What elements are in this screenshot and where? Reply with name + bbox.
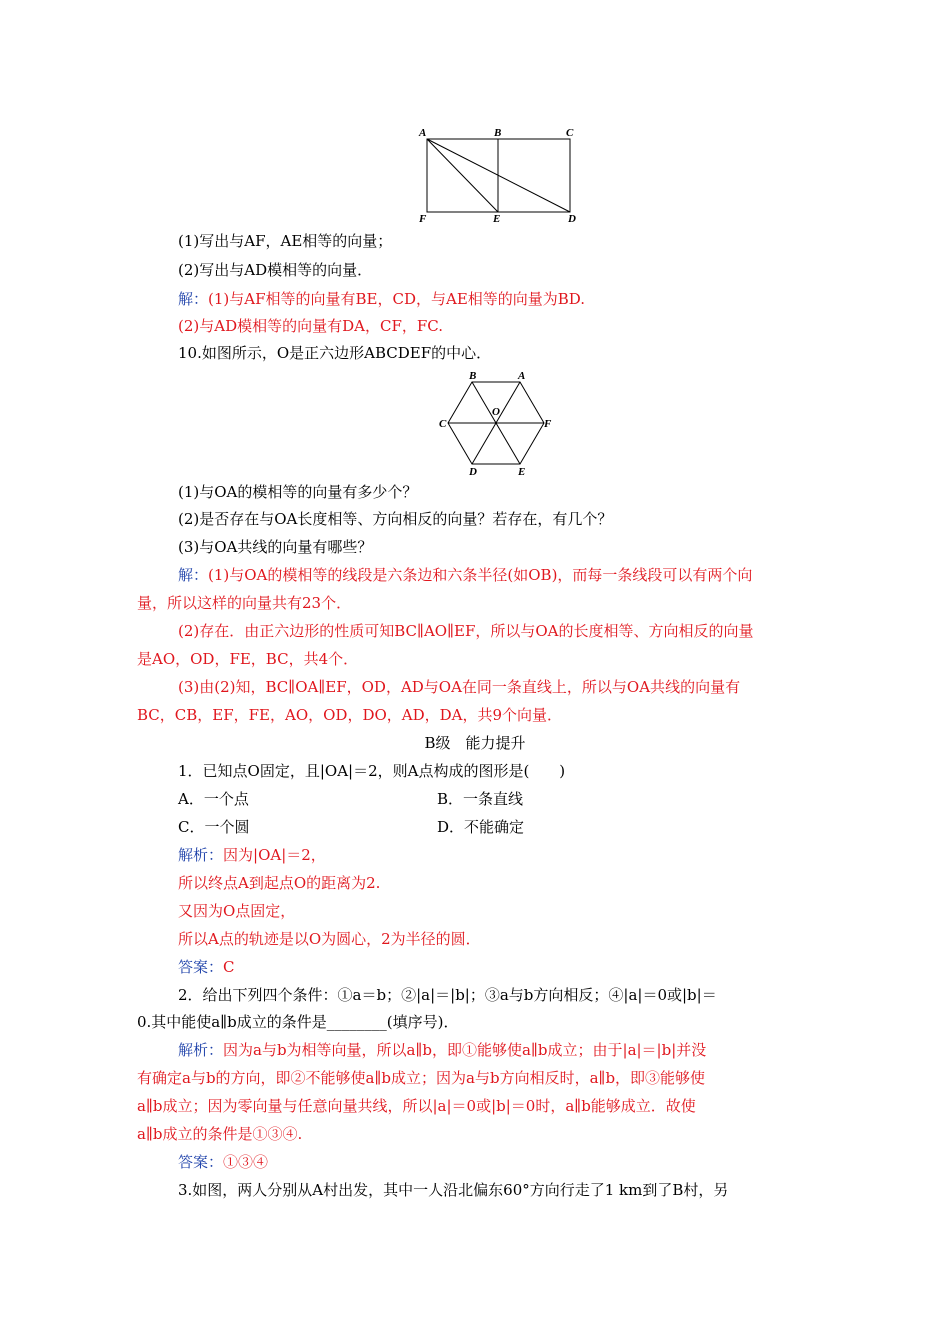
b2-analysis-3: a∥b成立；因为零向量与任意向量共线，所以|a|＝0或|b|＝0时，a∥b能够成立．故使 (137, 1097, 696, 1115)
b1-answer (178, 957, 235, 977)
q10-solution-2-cont: 是AO，OD，FE，BC，共4个． (137, 650, 359, 668)
b2-answer (178, 1152, 268, 1172)
label-a: A (419, 127, 427, 139)
b1-option-d: D．不能确定 (437, 818, 525, 836)
segment-ae (427, 139, 498, 212)
b1-analysis-1 (178, 845, 326, 865)
q10-solution-1-cont: 量，所以这样的向量共有23个． (137, 594, 352, 612)
hex-label-e: E (518, 466, 526, 478)
hexagon-figure (436, 365, 556, 480)
q10-part1: (1)与OA的模相等的向量有多少个？ (178, 483, 418, 501)
label-e: E (493, 213, 501, 225)
solution-text: (1)与OA的模相等的线段是六条边和六条半径(如OB)，而每一条线段可以有两个向 (208, 566, 753, 584)
hex-label-o: O (492, 406, 500, 418)
rectangle-figure (410, 122, 585, 226)
q10-stem: 10.如图所示，O是正六边形ABCDEF的中心． (178, 344, 492, 362)
solution-text: (1)与AF相等的向量有BE，CD，与AE相等的向量为BD. (208, 290, 586, 308)
b1-stem: 1．已知点O固定，且|OA|＝2，则A点构成的图形是( ) (178, 762, 566, 780)
q10-solution-3: (3)由(2)知，BC∥OA∥EF，OD，AD与OA在同一条直线上，所以与OA共线的向量有 (178, 678, 741, 696)
b1-option-c: C．一个圆 (178, 818, 250, 836)
answer-label: 答案： (178, 958, 224, 976)
analysis-text: 因为|OA|＝2， (223, 846, 326, 864)
b2-analysis-1 (178, 1040, 706, 1060)
analysis-label: 解析： (178, 846, 224, 864)
hex-label-f: F (544, 418, 552, 430)
answer-text: C (223, 958, 235, 976)
q9-solution-2: (2)与AD模相等的向量有DA，CF，FC. (178, 317, 443, 335)
q10-solution-3-cont: BC，CB，EF，FE，AO，OD，DO，AD，DA，共9个向量． (137, 706, 563, 724)
b2-analysis-2: 有确定a与b的方向，即②不能够使a∥b成立；因为a与b方向相反时，a∥b，即③能够使 (137, 1069, 706, 1087)
b1-analysis-2: 所以终点A到起点O的距离为2. (178, 874, 381, 892)
q10-solution-2: (2)存在．由正六边形的性质可知BC∥AO∥EF，所以与OA的长度相等、方向相反的向量 (178, 622, 754, 640)
solution-label: 解： (178, 290, 209, 308)
label-c: C (566, 127, 574, 139)
analysis-text: 因为a与b为相等向量，所以a∥b，即①能够使a∥b成立；由于|a|＝|b|并没 (223, 1041, 707, 1059)
label-d: D (568, 213, 576, 225)
answer-label: 答案： (178, 1153, 224, 1171)
q10-part3: (3)与OA共线的向量有哪些？ (178, 538, 373, 556)
b1-option-b: B．一条直线 (437, 790, 524, 808)
hex-label-b: B (469, 370, 477, 382)
q9-part2: (2)写出与AD模相等的向量． (178, 261, 373, 279)
q10-part2: (2)是否存在与OA长度相等、方向相反的向量？若存在，有几个？ (178, 510, 613, 528)
solution-label: 解： (178, 566, 209, 584)
label-f: F (419, 213, 427, 225)
b3-stem-1: 3.如图，两人分别从A村出发，其中一人沿北偏东60°方向行走了1 km到了B村，另 (178, 1181, 729, 1199)
q9-solution-1 (178, 289, 585, 309)
answer-text: ①③④ (223, 1153, 269, 1171)
b1-analysis-4: 所以A点的轨迹是以O为圆心，2为半径的圆． (178, 930, 481, 948)
section-heading-b: B级 能力提升 (424, 734, 526, 752)
b2-stem-1: 2．给出下列四个条件：①a＝b；②|a|＝|b|；③a与b方向相反；④|a|＝0或|b|＝ (178, 986, 717, 1004)
b1-option-a: A．一个点 (178, 790, 249, 808)
hex-label-a: A (518, 370, 526, 382)
hex-label-d: D (469, 466, 477, 478)
b2-stem-2: 0.其中能使a∥b成立的条件是________(填序号)． (137, 1013, 459, 1031)
q9-part1: (1)写出与AF，AE相等的向量； (178, 232, 393, 250)
b2-analysis-4: a∥b成立的条件是①③④. (137, 1125, 303, 1143)
label-b: B (494, 127, 502, 139)
q10-solution-1 (178, 565, 752, 585)
analysis-label: 解析： (178, 1041, 224, 1059)
hex-label-c: C (439, 418, 447, 430)
b1-analysis-3: 又因为O点固定， (178, 902, 296, 920)
